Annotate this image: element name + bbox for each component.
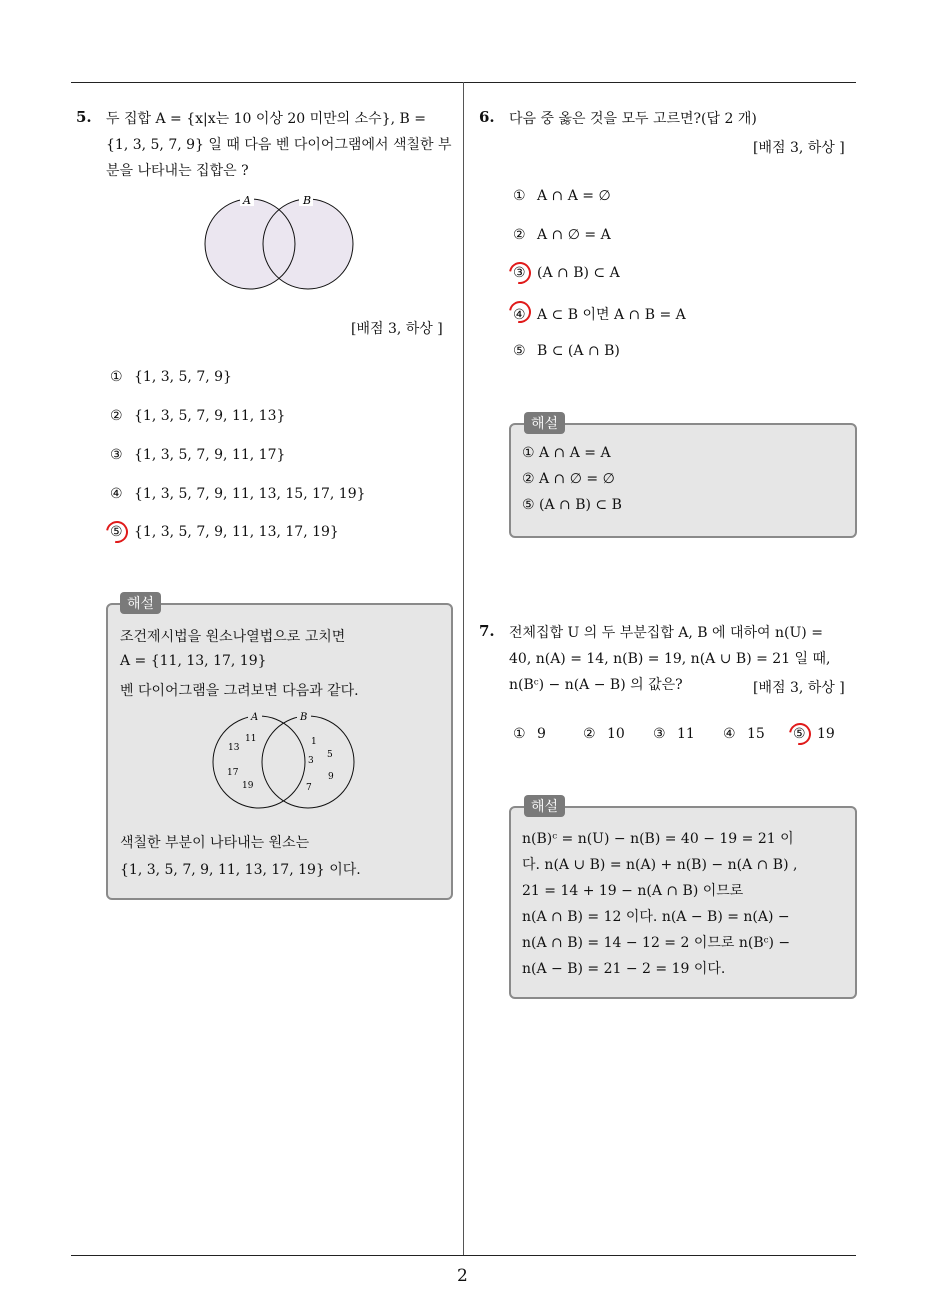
q7-solution-title: 해설 — [524, 795, 565, 817]
venn-element: 9 — [328, 772, 334, 782]
q6-solution-title: 해설 — [524, 412, 565, 434]
q5-solution-closing-2: {1, 3, 5, 7, 9, 11, 13, 17, 19} 이다. — [120, 862, 361, 878]
venn-element: 13 — [228, 743, 240, 753]
venn-element: 17 — [227, 768, 239, 778]
q6-number: 6. — [479, 108, 495, 126]
q5-option-5[interactable] — [110, 524, 339, 540]
option-mark: ① — [513, 188, 526, 204]
q6-solution-line-1: ① A ∩ A = A — [522, 445, 611, 461]
option-text: {1, 3, 5, 7, 9, 11, 17} — [134, 447, 286, 463]
option-mark: ③ — [653, 726, 666, 742]
q5-option-1[interactable] — [110, 369, 232, 385]
option-text: A ⊂ B 이면 A ∩ B = A — [537, 307, 686, 323]
q5-number: 5. — [76, 108, 92, 126]
option-mark: ④ — [110, 486, 123, 502]
q5-score: [배점 3, 하상 ] — [351, 321, 443, 337]
option-mark: ④ — [723, 726, 736, 742]
q7-solution-line-4: n(A ∩ B) = 12 이다. n(A − B) = n(A) − — [522, 909, 790, 925]
option-mark: ⑤ — [110, 524, 123, 540]
venn-element: 11 — [245, 734, 257, 744]
q5-line-2: {1, 3, 5, 7, 9} 일 때 다음 벤 다이어그램에서 색칠한 부 — [106, 137, 452, 153]
venn-label-a: A — [251, 712, 259, 723]
q6-solution-line-3: ⑤ (A ∩ B) ⊂ B — [522, 497, 622, 513]
q5-solution-venn-diagram — [205, 708, 365, 813]
option-text: 15 — [747, 726, 765, 742]
q5-solution-title: 해설 — [120, 592, 161, 614]
option-text: B ⊂ (A ∩ B) — [537, 343, 620, 359]
option-mark: ④ — [513, 307, 526, 323]
q6-option-2[interactable] — [513, 227, 611, 243]
venn-label-b: B — [300, 712, 308, 723]
q7-solution-line-1: n(B)ᶜ = n(U) − n(B) = 40 − 19 = 21 이 — [522, 831, 794, 847]
venn-element: 7 — [306, 783, 312, 793]
q7-line-1: 전체집합 U 의 두 부분집합 A, B 에 대하여 n(U) = — [509, 625, 823, 641]
option-text: {1, 3, 5, 7, 9} — [134, 369, 232, 385]
option-text: 19 — [817, 726, 835, 742]
q5-venn-label-b: B — [303, 194, 312, 207]
q7-line-2: 40, n(A) = 14, n(B) = 19, n(A ∪ B) = 21 일 때, — [509, 651, 831, 667]
q5-line-3: 분을 나타내는 집합은 ? — [106, 163, 249, 179]
option-text: 11 — [677, 726, 695, 742]
bottom-rule — [71, 1255, 856, 1256]
column-divider — [463, 82, 464, 1255]
q7-score: [배점 3, 하상 ] — [753, 680, 845, 696]
q7-number: 7. — [479, 622, 495, 640]
page-number: 2 — [457, 1266, 468, 1286]
q6-option-1[interactable] — [513, 188, 611, 204]
option-text: {1, 3, 5, 7, 9, 11, 13, 15, 17, 19} — [134, 486, 366, 502]
option-mark: ③ — [110, 447, 123, 463]
venn-element: 5 — [327, 750, 333, 760]
option-text: {1, 3, 5, 7, 9, 11, 13, 17, 19} — [134, 524, 339, 540]
option-text: A ∩ A = ∅ — [537, 188, 611, 204]
q5-option-2[interactable] — [110, 408, 285, 424]
option-mark: ① — [110, 369, 123, 385]
option-text: {1, 3, 5, 7, 9, 11, 13} — [134, 408, 286, 424]
option-text: 9 — [537, 726, 546, 742]
q5-option-3[interactable] — [110, 447, 285, 463]
q6-score: [배점 3, 하상 ] — [753, 140, 845, 156]
answer-circle-icon — [505, 258, 536, 289]
venn-element: 19 — [242, 781, 254, 791]
q7-option-1[interactable] — [513, 726, 546, 742]
q7-option-3[interactable] — [653, 726, 695, 742]
q5-venn-label-a: A — [243, 194, 251, 207]
venn-element: 3 — [308, 756, 314, 766]
q7-option-4[interactable] — [723, 726, 765, 742]
option-mark: ① — [513, 726, 526, 742]
q7-solution-line-3: 21 = 14 + 19 − n(A ∩ B) 이므로 — [522, 883, 744, 899]
q5-solution-line-2: A = {11, 13, 17, 19} — [120, 653, 267, 669]
option-text: (A ∩ B) ⊂ A — [537, 265, 620, 281]
q7-solution-line-2: 다. n(A ∪ B) = n(A) + n(B) − n(A ∩ B) , — [522, 857, 798, 873]
answer-circle-icon — [785, 719, 816, 750]
answer-circle-icon — [102, 517, 133, 548]
q6-option-5[interactable] — [513, 343, 620, 359]
option-mark: ⑤ — [793, 726, 806, 742]
q5-option-4[interactable] — [110, 486, 366, 502]
q7-option-2[interactable] — [583, 726, 625, 742]
option-text: 10 — [607, 726, 625, 742]
venn-element: 1 — [311, 737, 317, 747]
q5-solution-line-1: 조건제시법을 원소나열법으로 고치면 — [120, 629, 346, 645]
option-mark: ② — [513, 227, 526, 243]
option-mark: ② — [110, 408, 123, 424]
q5-venn-diagram — [195, 190, 365, 295]
q6-solution-line-2: ② A ∩ ∅ = ∅ — [522, 471, 615, 487]
q6-option-4[interactable] — [513, 304, 686, 324]
option-text: A ∩ ∅ = A — [537, 227, 611, 243]
option-mark: ⑤ — [513, 343, 526, 359]
q5-solution-closing-1: 색칠한 부분이 나타내는 원소는 — [120, 835, 310, 851]
q7-solution-line-5: n(A ∩ B) = 14 − 12 = 2 이므로 n(Bᶜ) − — [522, 935, 791, 951]
q5-line-1: 두 집합 A = {x|x는 10 이상 20 미만의 소수}, B = — [106, 111, 426, 127]
q5-solution-line-3: 벤 다이어그램을 그려보면 다음과 같다. — [120, 683, 359, 699]
q7-solution-line-6: n(A − B) = 21 − 2 = 19 이다. — [522, 961, 726, 977]
option-mark: ② — [583, 726, 596, 742]
q6-question: 다음 중 옳은 것을 모두 고르면?(답 2 개) — [509, 111, 757, 127]
q7-line-3: n(Bᶜ) − n(A − B) 의 값은? — [509, 677, 683, 693]
option-mark: ③ — [513, 265, 526, 281]
